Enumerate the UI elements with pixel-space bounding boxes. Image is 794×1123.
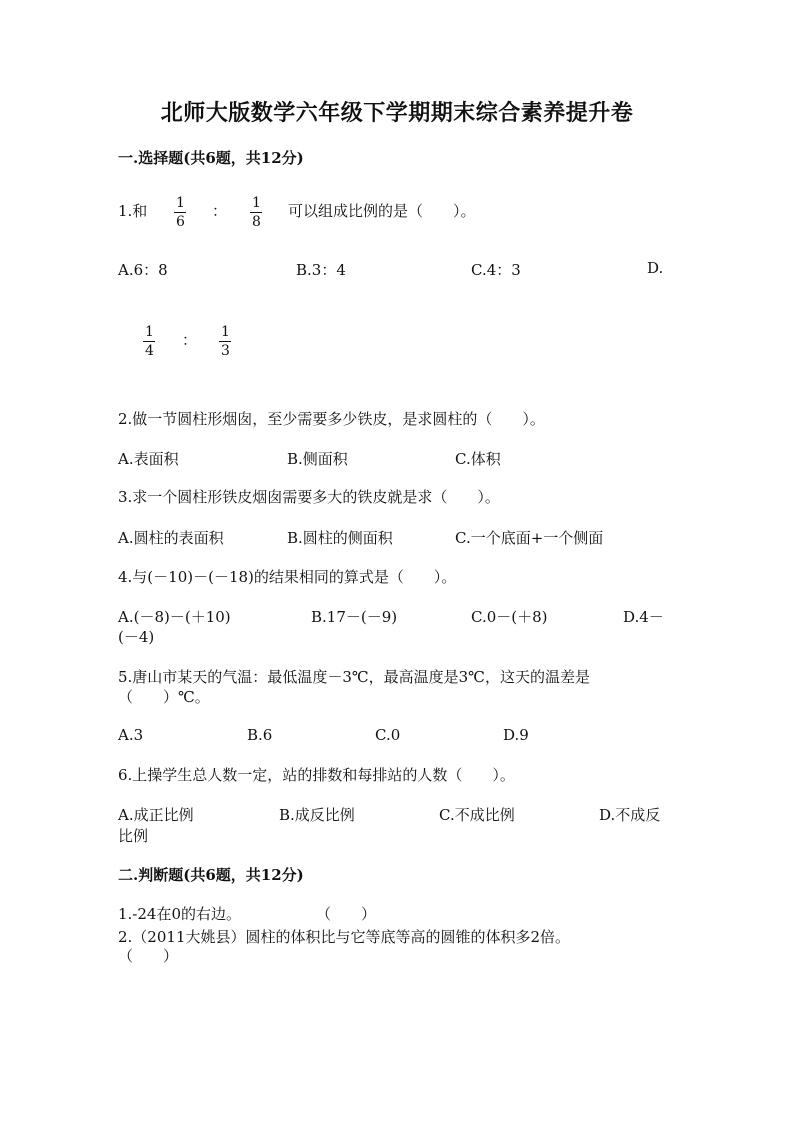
q2-option-b: B.侧面积 <box>287 450 348 468</box>
q1-option-a: A.6：8 <box>118 261 168 279</box>
q6-text: 6.上操学生总人数一定，站的排数和每排站的人数（ ）。 <box>118 766 515 784</box>
q3-option-a: A.圆柱的表面积 <box>118 529 224 547</box>
q4-option-a: A.(－8)－(＋10) <box>118 608 231 626</box>
q1-option-d: D. <box>647 259 664 277</box>
q2-option-a: A.表面积 <box>118 450 179 468</box>
page-title: 北师大版数学六年级下学期期末综合素养提升卷 <box>160 100 634 126</box>
fraction-bar <box>219 341 231 342</box>
q4-option-b: B.17－(－9) <box>311 608 398 626</box>
fraction-denominator: 3 <box>221 343 230 359</box>
q1-fraction-b <box>250 195 263 230</box>
tf-q2-text-line2: （ ） <box>118 947 179 965</box>
q2-text: 2.做一节圆柱形烟囱，至少需要多少铁皮，是求圆柱的（ ）。 <box>118 410 545 428</box>
q3-text: 3.求一个圆柱形铁皮烟囱需要多大的铁皮就是求（ ）。 <box>118 488 500 506</box>
q1-option-d-colon: ： <box>182 331 198 349</box>
q5-option-b: B.6 <box>247 726 273 744</box>
q1-option-d-fraction-a <box>143 324 156 359</box>
q6-option-d-continued: 比例 <box>118 827 149 845</box>
q6-option-a: A.成正比例 <box>118 806 194 824</box>
tf-q2-text-line1: 2.（2011大姚县）圆柱的体积比与它等底等高的圆锥的体积多2倍。 <box>118 928 571 946</box>
q6-option-c: C.不成比例 <box>439 806 515 824</box>
q1-option-b: B.3：4 <box>296 261 346 279</box>
fraction-denominator: 6 <box>176 214 185 230</box>
fraction-denominator: 8 <box>252 214 261 230</box>
fraction-numerator: 1 <box>176 195 185 211</box>
q5-option-d: D.9 <box>503 726 529 744</box>
q1-fraction-a <box>174 195 187 230</box>
fraction-denominator: 4 <box>145 343 154 359</box>
section-heading-true-false: 二.判断题(共6题，共12分) <box>118 866 304 884</box>
q4-text: 4.与(－10)－(－18)的结果相同的算式是（ ）。 <box>118 568 457 586</box>
q3-option-b: B.圆柱的侧面积 <box>287 529 393 547</box>
fraction-numerator: 1 <box>221 324 230 340</box>
q1-option-c: C.4：3 <box>471 261 521 279</box>
q1-option-d-fraction-b <box>219 324 232 359</box>
q6-option-b: B.成反比例 <box>279 806 355 824</box>
fraction-bar <box>174 212 186 213</box>
q1-colon: ： <box>212 202 228 220</box>
q6-option-d: D.不成反 <box>599 806 661 824</box>
fraction-bar <box>143 341 155 342</box>
fraction-numerator: 1 <box>252 195 261 211</box>
section-heading-choice: 一.选择题(共6题，共12分) <box>118 149 304 167</box>
q4-option-d-continued: (－4) <box>118 628 155 646</box>
q5-text-line2: （ ）℃。 <box>118 688 210 706</box>
q5-option-c: C.0 <box>375 726 401 744</box>
q2-option-c: C.体积 <box>455 450 501 468</box>
q1-suffix: 可以组成比例的是（ ）。 <box>288 202 476 220</box>
fraction-numerator: 1 <box>145 324 154 340</box>
q4-option-c: C.0－(＋8) <box>471 608 548 626</box>
q5-option-a: A.3 <box>118 726 144 744</box>
q3-option-c: C.一个底面+一个侧面 <box>455 529 604 547</box>
q5-text-line1: 5.唐山市某天的气温：最低温度－3℃，最高温度是3℃，这天的温差是 <box>118 668 590 686</box>
q1-prefix: 1.和 <box>118 202 148 220</box>
tf-q1-text: 1.-24在0的右边。 （ ） <box>118 905 377 923</box>
q4-option-d: D.4－ <box>623 608 664 626</box>
fraction-bar <box>250 212 262 213</box>
